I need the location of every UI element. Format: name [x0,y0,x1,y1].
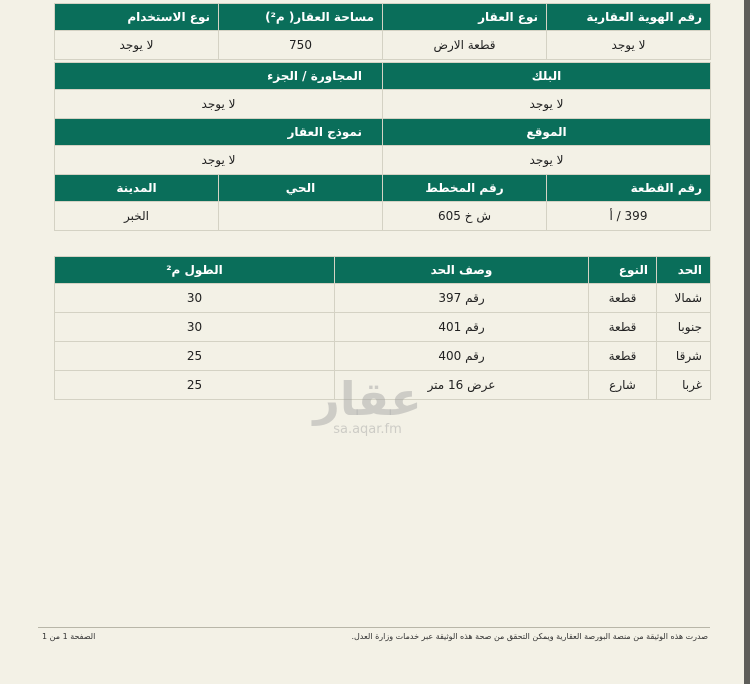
boundary-description: رقم 397 [335,284,589,313]
property-info-table [54,3,711,60]
value-property-type: قطعة الارض [383,31,547,60]
value-plot-number: 399 / أ [547,202,711,231]
header-property-model: نموذج العقار [55,119,383,146]
table-row [55,342,711,371]
header-plot-number: رقم القطعة [547,175,711,202]
boundaries-table [54,256,711,400]
table-row [55,313,711,342]
value-property-area: 750 [219,31,383,60]
boundary-length: 25 [55,342,335,371]
header-property-area: مساحة العقار( م²) [219,4,383,31]
table-row [55,284,711,313]
boundary-type: شارع [589,371,657,400]
value-city: الخبر [55,202,219,231]
value-location: لا يوجد [383,146,711,175]
boundary-type: قطعة [589,284,657,313]
boundary-type: قطعة [589,313,657,342]
value-district [219,202,383,231]
boundary-description: رقم 401 [335,313,589,342]
page-number: الصفحة 1 من 1 [42,632,96,641]
header-property-id: رقم الهوية العقارية [547,4,711,31]
header-neighborhood-part: المجاورة / الجزء [55,63,383,90]
header-boundary-description: وصف الحد [335,257,589,284]
page-edge-shadow [744,0,750,684]
footer-divider [38,627,710,628]
table-row [55,371,711,400]
boundary-side: شمالا [657,284,711,313]
boundary-side: جنوبا [657,313,711,342]
watermark-url: sa.aqar.fm [333,422,402,437]
location-table [54,62,711,231]
boundary-description: عرض 16 متر [335,371,589,400]
value-neighborhood-part: لا يوجد [55,90,383,119]
header-property-type: نوع العقار [383,4,547,31]
boundary-type: قطعة [589,342,657,371]
header-district: الحي [219,175,383,202]
value-property-id: لا يوجد [547,31,711,60]
header-location: الموقع [383,119,711,146]
header-boundary-type: النوع [589,257,657,284]
value-block: لا يوجد [383,90,711,119]
boundary-side: غربا [657,371,711,400]
value-usage-type: لا يوجد [55,31,219,60]
header-block: البلك [383,63,711,90]
value-property-model: لا يوجد [55,146,383,175]
header-city: المدينة [55,175,219,202]
header-usage-type: نوع الاستخدام [55,4,219,31]
boundary-side: شرقا [657,342,711,371]
header-boundary-length: الطول م² [55,257,335,284]
header-plan-number: رقم المخطط [383,175,547,202]
value-plan-number: ش خ 605 [383,202,547,231]
watermark-logo-text: عقار [313,372,422,426]
boundary-description: رقم 400 [335,342,589,371]
boundary-length: 30 [55,313,335,342]
boundary-length: 25 [55,371,335,400]
boundary-length: 30 [55,284,335,313]
footer-note: صدرت هذه الوثيقة من منصة البورصة العقارية ويمكن التحقق من صحة هذه الوثيقة عبر خدمات وزارة العدل. [351,632,708,641]
header-boundary: الحد [657,257,711,284]
